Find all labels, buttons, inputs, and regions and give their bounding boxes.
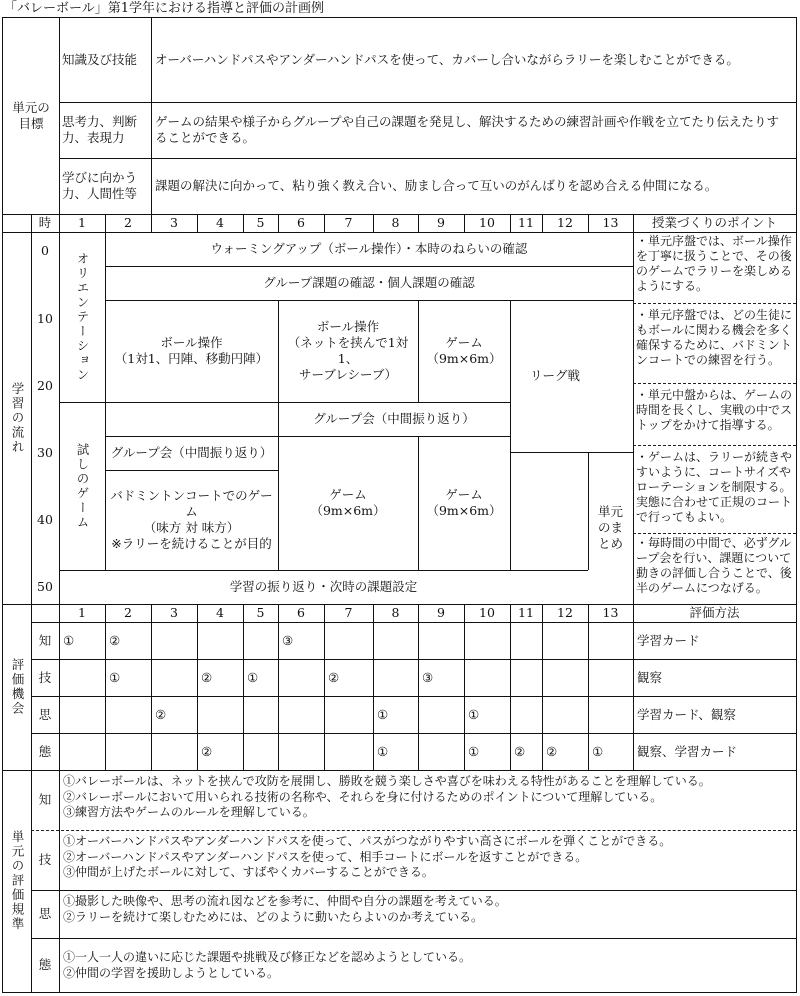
- trial-game-block: [59, 402, 105, 570]
- eval-mark: ①: [247, 669, 259, 685]
- teaching-points: [633, 232, 796, 604]
- goals-section-text: 単元の目標: [12, 100, 50, 131]
- rule-v: [278, 214, 279, 232]
- teaching-point: ・単元中盤からは、ゲームの時間を長くし、実戦の中でストップをかけて指導する。: [636, 388, 793, 432]
- flow-section-text: 学習の流れ: [10, 381, 25, 455]
- eval-mark: [510, 696, 542, 733]
- rule-h: [633, 533, 796, 534]
- rule-h: [3, 232, 796, 233]
- goals-section-label: [3, 18, 59, 214]
- plan-table: [2, 17, 797, 993]
- lesson-number: 9: [437, 215, 445, 230]
- eval-mark: [324, 622, 373, 659]
- eval-mark: [588, 622, 633, 659]
- minute-10: 10: [37, 311, 53, 326]
- criteria-line: ③練習方法やゲームのルールを理解している。: [63, 805, 315, 819]
- rule-h: [31, 659, 796, 660]
- ball-control-net: ボール操作 （ネットを挟んで1対1、 サーブレシーブ）: [287, 319, 409, 382]
- rule-h: [31, 696, 796, 697]
- eval-mark: [373, 659, 418, 696]
- rule-h: [59, 570, 588, 571]
- rule-v: [464, 214, 465, 232]
- criteria-text-block: [59, 938, 796, 992]
- time-header: 時: [38, 215, 52, 230]
- rule-h: [278, 436, 510, 437]
- rule-v: [278, 300, 279, 570]
- rule-v: [510, 300, 511, 570]
- eval-mark: [324, 733, 373, 770]
- eval-row-label: 思: [38, 706, 52, 722]
- lesson-number: 1: [78, 215, 86, 230]
- rule-v: [59, 214, 60, 232]
- orientation-block: [59, 232, 105, 402]
- eval-mark: ②: [201, 669, 213, 685]
- eval-mark: ①: [109, 669, 121, 685]
- eval-method: 観察: [637, 669, 663, 685]
- eval-mark: [105, 696, 151, 733]
- eval-mark: [464, 659, 510, 696]
- rule-h: [105, 300, 633, 301]
- reflection-block: 学習の振り返り・次時の課題設定: [229, 579, 418, 594]
- eval-mark: ③: [422, 669, 434, 685]
- rule-h: [31, 622, 796, 623]
- rule-v: [588, 604, 589, 770]
- badminton-game-block: バドミントンコートでのゲーム （味方 対 味方） ※ラリーを続けることが目的: [110, 488, 273, 551]
- lesson-number: 6: [297, 215, 305, 230]
- rule-v: [197, 604, 198, 770]
- rule-h: [59, 102, 796, 103]
- lesson-number: 5: [256, 215, 265, 230]
- eval-mark: ①: [63, 632, 75, 648]
- rule-h: [633, 383, 796, 384]
- eval-mark: [464, 622, 510, 659]
- flow-section-label: [3, 232, 31, 604]
- rule-h: [105, 436, 278, 437]
- eval-mark: [588, 659, 633, 696]
- eval-row-label: 知: [38, 632, 52, 648]
- rule-v: [418, 436, 419, 570]
- rule-v: [59, 770, 60, 992]
- eval-method: 学習カード: [637, 632, 700, 648]
- goal-text-knowledge: オーバーハンドパスやアンダーハンドパスを使って、カバーし合いながらラリーを楽しむことができる。: [155, 52, 739, 67]
- lesson-number: 10: [479, 215, 495, 230]
- eval-mark: ①: [592, 743, 604, 759]
- eval-mark: ①: [377, 743, 389, 759]
- criteria-line: ②ラリーを続けて楽しむためには、どのように動いたらよいのか考えている。: [63, 909, 484, 924]
- rule-v: [151, 18, 152, 214]
- lesson-number: 4: [216, 215, 224, 230]
- document-title: 「バレーボール」第1学年における指導と評価の計画例: [4, 1, 325, 16]
- lesson-number: 8: [391, 605, 400, 620]
- rule-v: [418, 300, 419, 402]
- rule-v: [59, 18, 60, 214]
- goal-text-thinking: ゲームの結果や様子からグループや自己の課題を発見し、解決するための練習計画や作戦を立てたり伝えたりすることができる。: [155, 114, 780, 145]
- minute-50: 50: [37, 579, 53, 594]
- criteria-row-label: 思: [38, 906, 52, 921]
- rule-h: [278, 402, 510, 403]
- lesson-number: 12: [557, 605, 573, 620]
- lesson-number: 6: [297, 605, 305, 620]
- criteria-section-text: 単元の評価規準: [10, 830, 25, 932]
- lesson-number: 1: [78, 605, 86, 620]
- lesson-number: 7: [344, 215, 353, 230]
- rule-v: [510, 604, 511, 770]
- league-block: リーグ戦: [529, 368, 580, 383]
- eval-mark: [278, 696, 324, 733]
- eval-section-text: 評価機会: [10, 658, 25, 716]
- eval-mark: [373, 622, 418, 659]
- rule-v: [151, 214, 152, 232]
- teaching-point: ・毎時間の中間で、必ずグループ会を行い、課題について動きの評価し合うことで、後半のゲームにつなげる。: [636, 536, 792, 595]
- rule-v: [324, 604, 325, 770]
- lesson-number: 13: [602, 215, 619, 230]
- eval-mark: [151, 733, 197, 770]
- eval-mark: [59, 733, 105, 770]
- criteria-line: ①バレーボールは、ネットを挟んで攻防を展開し、勝敗を競う楽しさや喜びを味わえる特性があることを理解している。: [63, 774, 711, 788]
- game-9x6-early: ゲーム （9m×6m）: [426, 335, 502, 366]
- ball-control-basic: ボール操作 （1対1、円陣、移動円陣）: [114, 335, 269, 366]
- minute-30: 30: [37, 445, 53, 460]
- rule-v: [278, 604, 279, 770]
- lesson-number: 11: [518, 605, 534, 620]
- goal-text-attitude: 課題の解決に向かって、粘り強く教え合い、励まし合って互いのがんばりを認め合える仲間になる。: [155, 178, 718, 193]
- rule-h: [59, 402, 105, 403]
- rule-h: [31, 733, 796, 734]
- rule-v: [464, 604, 465, 770]
- warmup-block: ウォーミングアップ（ボール操作）・本時のねらいの確認: [210, 241, 528, 256]
- goal-label-knowledge: 知識及び技能: [62, 52, 138, 67]
- lesson-number: 13: [602, 605, 619, 620]
- eval-mark: ②: [546, 743, 558, 759]
- eval-mark: [105, 733, 151, 770]
- points-header: 授業づくりのポイント: [651, 215, 777, 230]
- lesson-number: 12: [557, 215, 573, 230]
- eval-mark: [324, 696, 373, 733]
- minute-20: 20: [37, 378, 53, 393]
- eval-mark: ②: [514, 743, 526, 759]
- rule-v: [588, 452, 589, 570]
- lesson-number: 3: [170, 215, 178, 230]
- teaching-point: ・単元序盤では、どの生徒にもボールに関わる機会を多く確保するために、バドミントンコートでの練習を行う。: [636, 308, 793, 367]
- eval-mark: [243, 696, 278, 733]
- eval-mark: [151, 622, 197, 659]
- rule-v: [633, 214, 634, 604]
- rule-v: [197, 214, 198, 232]
- teaching-point: ・単元序盤では、ボール操作を丁寧に扱うことで、その後のゲームでラリーを楽しめるようにする。: [636, 234, 793, 293]
- rule-h: [3, 770, 796, 771]
- eval-mark: [418, 696, 464, 733]
- criteria-row-label: 態: [38, 957, 52, 972]
- criteria-section-label: [3, 770, 31, 992]
- rule-v: [243, 214, 244, 232]
- eval-row-label: 技: [38, 669, 52, 685]
- eval-mark: ①: [468, 743, 480, 759]
- rule-v: [105, 604, 106, 770]
- lesson-number: 2: [124, 215, 132, 230]
- eval-mark: [243, 622, 278, 659]
- rule-h: [510, 452, 633, 453]
- orientation-text: オリエンテーション: [75, 251, 90, 383]
- eval-mark: [151, 659, 197, 696]
- minute-0: 0: [41, 243, 49, 258]
- eval-mark: [588, 696, 633, 733]
- lesson-number: 8: [391, 215, 400, 230]
- criteria-line: ②オーバーハンドパスやアンダーハンドパスを使って、相手コートにボールを返すことができる。: [63, 849, 588, 864]
- eval-mark: [243, 733, 278, 770]
- eval-mark: ②: [328, 669, 340, 685]
- goal-label-thinking: 思考力、判断力、表現力: [62, 114, 138, 145]
- eval-mark: [542, 696, 588, 733]
- eval-mark: ②: [155, 706, 167, 722]
- criteria-text-block: [59, 770, 796, 830]
- eval-mark: [418, 733, 464, 770]
- group-issue-block: グループ課題の確認・個人課題の確認: [263, 275, 475, 290]
- eval-mark: [59, 696, 105, 733]
- criteria-row-label: 知: [38, 792, 52, 807]
- lesson-number: 10: [479, 605, 495, 620]
- eval-mark: [542, 622, 588, 659]
- goal-label-attitude: 学びに向かう力、人間性等: [62, 170, 138, 201]
- rule-v: [324, 214, 325, 232]
- trial-game-text: 試しのゲーム: [75, 442, 90, 530]
- eval-mark: [197, 622, 243, 659]
- group-meeting-mid: グループ会（中間振り返り）: [313, 411, 475, 426]
- eval-mark: [278, 733, 324, 770]
- eval-mark: ②: [201, 743, 213, 759]
- rule-v: [243, 604, 244, 770]
- eval-row-label: 態: [38, 743, 52, 759]
- eval-method: 学習カード、観察: [637, 706, 736, 722]
- rule-h: [633, 445, 796, 446]
- minute-40: 40: [37, 512, 53, 527]
- rule-v: [59, 604, 60, 770]
- rule-h: [3, 604, 796, 605]
- rule-v: [418, 604, 419, 770]
- rule-v: [373, 214, 374, 232]
- criteria-line: ③仲間が上げたボールに対して、すばやくカバーすることができる。: [63, 865, 434, 879]
- teaching-point: ・ゲームは、ラリーが続きやすいように、コートサイズやローテーションを制限する。実態に合わせて正規のコートで行ってもよい。: [636, 450, 793, 524]
- eval-mark: [278, 659, 324, 696]
- game-9x6-mid: ゲーム （9m×6m）: [310, 487, 386, 518]
- rule-h: [31, 830, 796, 831]
- rule-h: [105, 266, 633, 267]
- eval-mark: ①: [377, 706, 389, 722]
- rule-v: [510, 214, 511, 232]
- rule-v: [418, 214, 419, 232]
- lesson-number: 4: [216, 605, 224, 620]
- eval-mark: ②: [109, 632, 121, 648]
- game-9x6-late: ゲーム （9m×6m）: [426, 487, 502, 518]
- eval-mark: [418, 622, 464, 659]
- lesson-number: 11: [518, 215, 534, 230]
- eval-mark: [542, 659, 588, 696]
- rule-v: [373, 604, 374, 770]
- lesson-number: 9: [437, 605, 445, 620]
- rule-v: [151, 604, 152, 770]
- criteria-text-block: [59, 890, 796, 938]
- eval-mark: [197, 696, 243, 733]
- unit-summary-block: [588, 452, 633, 604]
- criteria-line: ②仲間の学習を援助しようとしている。: [63, 965, 280, 980]
- eval-method: 観察、学習カード: [637, 743, 738, 759]
- rule-h: [3, 214, 796, 215]
- rule-h: [59, 158, 796, 159]
- rule-v: [633, 604, 634, 770]
- rule-v: [59, 232, 60, 604]
- rule-h: [31, 890, 796, 891]
- rule-h: [105, 402, 278, 403]
- lesson-number: 3: [170, 605, 178, 620]
- lesson-number: 2: [124, 605, 132, 620]
- eval-mark: [59, 659, 105, 696]
- group-meeting-left: グループ会（中間振り返り）: [110, 445, 273, 460]
- rule-v: [588, 214, 589, 232]
- criteria-line: ②バレーボールにおいて用いられる技術の名称や、それらを身に付けるためのポイントについて理解している。: [63, 789, 663, 804]
- criteria-row-label: 技: [38, 852, 52, 867]
- rule-v: [542, 214, 543, 232]
- rule-v: [105, 214, 106, 232]
- eval-mark: ③: [282, 632, 294, 648]
- criteria-text-block: [59, 830, 796, 890]
- eval-mark: [510, 622, 542, 659]
- criteria-line: ①撮影した映像や、思考の流れ図などを参考に、仲間や自分の課題を考えている。: [63, 894, 507, 908]
- unit-summary-text: 単元のまとめ: [597, 504, 623, 551]
- method-header: 評価方法: [689, 605, 740, 620]
- criteria-line: ①一人一人の違いに応じた課題や挑戦及び修正などを認めようとしている。: [63, 950, 472, 964]
- rule-v: [105, 232, 106, 570]
- rule-v: [542, 604, 543, 770]
- lesson-number: 7: [344, 605, 353, 620]
- rule-h: [31, 938, 796, 939]
- eval-mark: ①: [468, 706, 480, 722]
- rule-h: [633, 303, 796, 304]
- rule-h: [105, 470, 278, 471]
- criteria-line: ①オーバーハンドパスやアンダーハンドパスを使って、パスがつながりやすい高さにボールを弾くことができる。: [63, 834, 672, 848]
- eval-mark: [510, 659, 542, 696]
- eval-section-label: [3, 604, 31, 770]
- lesson-number: 5: [256, 605, 265, 620]
